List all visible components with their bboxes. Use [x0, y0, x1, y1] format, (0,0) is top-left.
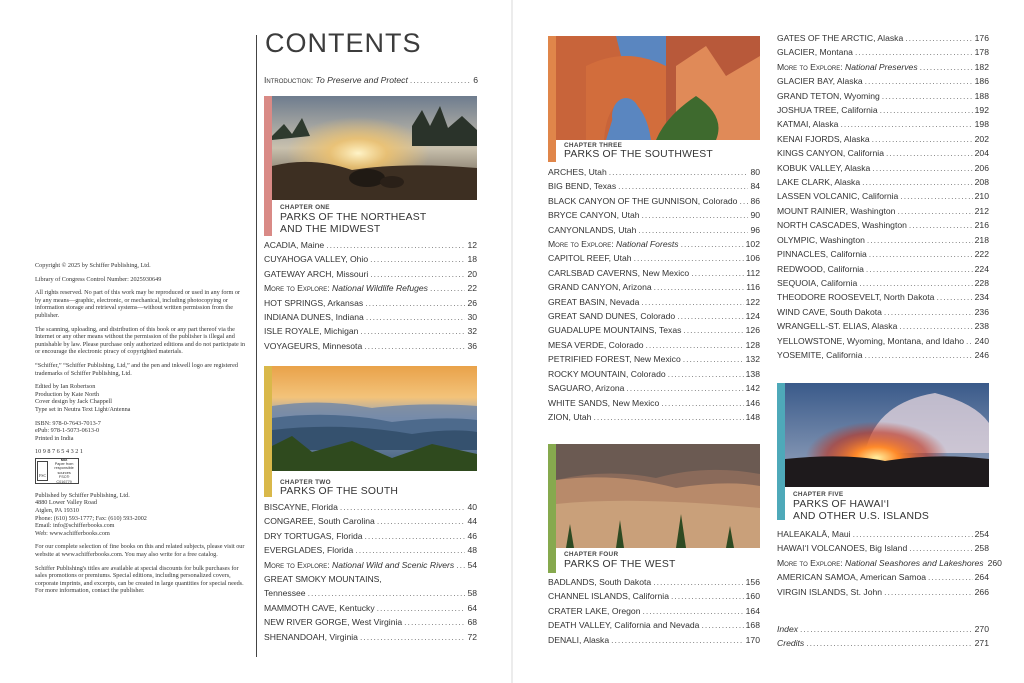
page-number: 204 [974, 148, 989, 159]
page-number: 46 [467, 530, 477, 541]
page-number: 80 [750, 167, 760, 177]
chapter-two-header [264, 366, 477, 497]
page-number: 30 [467, 312, 477, 323]
chapter-label: CHAPTER FOUR [564, 551, 619, 558]
chapter-three-header [548, 36, 760, 162]
page-number: 84 [750, 181, 760, 192]
chapter-two-entries [264, 500, 477, 644]
page-number: 68 [467, 617, 477, 628]
toc-entry[interactable]: ACADIA, Maine ..... 12 [264, 238, 477, 252]
toc-entry[interactable]: HALEAKALĀ, Maui ..... 254 [777, 527, 989, 541]
chapter-two-photo [272, 366, 477, 471]
page-number: 208 [974, 177, 989, 188]
page-number: 22 [467, 283, 477, 294]
toc-entry[interactable]: ZION, Utah ..... 148 [548, 410, 760, 424]
toc-entry[interactable]: GATES OF THE ARCTIC, Alaska ..... 176 [777, 31, 989, 45]
chapter-label: CHAPTER TWO [280, 479, 331, 486]
page-number: 198 [974, 119, 989, 130]
toc-entry[interactable]: GATEWAY ARCH, Missouri ..... 20 [264, 267, 477, 281]
page-number: 116 [746, 282, 760, 293]
copyright-page [35, 262, 247, 601]
rights-reserved: All rights reserved. No part of this work may be reproduced or used in any form or by any means—graphic, electronic, or mechanical, including photocopying or information storage and retrieval systems—without written permission from the publisher. [35, 289, 240, 319]
toc-entry[interactable]: GREAT SMOKY MOUNTAINS, [264, 574, 382, 585]
toc-entry[interactable]: ISLE ROYALE, Michigan ..... 32 [264, 324, 477, 338]
toc-entry[interactable]: BRYCE CANYON, Utah ..... 90 [548, 208, 760, 222]
toc-entry[interactable]: LAKE CLARK, Alaska ..... 208 [777, 175, 989, 189]
page-title: CONTENTS [265, 28, 422, 58]
toc-entry[interactable]: GRAND CANYON, Arizona ..... 116 [548, 280, 760, 294]
page-number: 106 [745, 253, 760, 264]
toc-entry[interactable]: GLACIER BAY, Alaska ..... 186 [777, 74, 989, 88]
book-spine [511, 0, 513, 683]
page-number: 58 [467, 588, 477, 599]
isbn-block: ISBN: 978-0-7643-7013-7 ePub: 978-1-5073-0613-0 Printed in India [35, 419, 101, 442]
toc-intro-entry[interactable]: Introduction: To Preserve and Protect ..... 6 [264, 73, 478, 87]
page-number: 236 [974, 306, 989, 317]
chapter-title: PARKS OF THE SOUTH [280, 486, 399, 497]
column-divider [256, 35, 257, 657]
toc-entry[interactable]: CHANNEL ISLANDS, California ..... 160 [548, 589, 760, 603]
toc-entry[interactable]: YOSEMITE, California ..... 246 [777, 348, 989, 362]
page-number: 254 [974, 529, 989, 539]
chapter-color-bar [548, 36, 556, 162]
toc-entry[interactable]: JOSHUA TREE, California ..... 192 [777, 103, 989, 117]
chapter-four-entries [548, 575, 760, 647]
page-number: 102 [745, 239, 760, 250]
page-number: 12 [467, 240, 477, 250]
toc-entry[interactable]: AMERICAN SAMOA, American Samoa ..... 264 [777, 570, 989, 584]
toc-entry[interactable]: KATMAI, Alaska ..... 198 [777, 117, 989, 131]
toc-entry[interactable]: NEW RIVER GORGE, West Virginia ..... 68 [264, 615, 477, 629]
toc-entry[interactable]: MOUNT RAINIER, Washington ..... 212 [777, 204, 989, 218]
chapter-title: PARKS OF THE NORTHEAST AND THE MIDWEST [280, 212, 427, 235]
page-number: 234 [974, 292, 989, 303]
page-number: 266 [974, 586, 989, 597]
page-number: 112 [746, 267, 760, 278]
page-number: 122 [745, 296, 760, 307]
toc-entry[interactable]: VOYAGEURS, Minnesota ..... 36 [264, 339, 477, 353]
toc-entry[interactable]: MAMMOTH CAVE, Kentucky ..... 64 [264, 601, 477, 615]
page-number: 206 [974, 162, 989, 173]
toc-entry[interactable]: WHITE SANDS, New Mexico ..... 146 [548, 396, 760, 410]
toc-entry[interactable]: DEATH VALLEY, California and Nevada ..... 168 [548, 618, 760, 632]
toc-entry[interactable]: INDIANA DUNES, Indiana ..... 30 [264, 310, 477, 324]
page-number: 240 [974, 335, 989, 346]
production-credits: Edited by Ian Robertson Production by Kate North Cover design by Jack Chappell Type set in Neutra Text Light/Antenna [35, 383, 131, 413]
toc-entry[interactable]: CUYAHOGA VALLEY, Ohio ..... 18 [264, 252, 477, 266]
toc-entry[interactable]: GREAT BASIN, Nevada ..... 122 [548, 295, 760, 309]
chapter-five-entries [777, 527, 1002, 599]
toc-entry[interactable]: OLYMPIC, Washington ..... 218 [777, 233, 989, 247]
chapter-label: CHAPTER FIVE [793, 491, 844, 498]
toc-entry[interactable]: SEQUOIA, California ..... 228 [777, 276, 989, 290]
publisher-address: Published by Schiffer Publishing, Ltd. 4880 Lower Valley Road Atglen, PA 19310 Phone: (610) 593-1777; Fax: (610) 593-2002 Email: info@schifferbooks.com Web: www.schifferbooks.com [35, 491, 147, 537]
page-number: 90 [750, 210, 760, 221]
page-number: 32 [467, 326, 477, 337]
toc-entry[interactable]: GUADALUPE MOUNTAINS, Texas ..... 126 [548, 323, 760, 337]
toc-entry[interactable]: DENALI, Alaska ..... 170 [548, 633, 760, 647]
chapter-four-photo [556, 444, 760, 548]
toc-entry[interactable]: YELLOWSTONE, Wyoming, Montana, and Idaho ..... 240 [777, 334, 989, 348]
page-number: 132 [745, 354, 760, 365]
chapter-three-photo [556, 36, 760, 140]
more-info-notice: For our complete selection of fine books on this and related subjects, please visit our website at www.schifferbooks.com. You may also write for a free catalog. [35, 543, 245, 559]
chapter-one-header [264, 96, 477, 236]
page-number: 228 [974, 277, 989, 288]
page-number: 138 [745, 368, 760, 379]
toc-more-to-explore-entry[interactable]: More to Explore: National Seashores and Lakeshores 260 [777, 556, 989, 570]
toc-entry[interactable]: KENAI FJORDS, Alaska ..... 202 [777, 132, 989, 146]
toc-entry[interactable]: GLACIER, Montana ..... 178 [777, 45, 989, 59]
page-number: 216 [974, 220, 989, 231]
toc-entry[interactable]: SHENANDOAH, Virginia ..... 72 [264, 630, 477, 644]
page-number: 168 [745, 620, 760, 631]
page-number: 192 [974, 105, 989, 116]
page-number: 44 [467, 516, 477, 527]
page-number: 210 [974, 191, 989, 202]
toc-more-to-explore-entry[interactable]: More to Explore: National Preserves ..... 182 [777, 60, 989, 74]
toc-entry[interactable]: PETRIFIED FOREST, New Mexico ..... 132 [548, 352, 760, 366]
toc-more-to-explore-entry[interactable]: More to Explore: National Forests ..... 102 [548, 237, 760, 251]
toc-entry[interactable]: CARLSBAD CAVERNS, New Mexico ..... 112 [548, 266, 760, 280]
page-number: 86 [750, 195, 760, 206]
toc-entry[interactable]: GREAT SAND DUNES, Colorado ..... 124 [548, 309, 760, 323]
toc-entry[interactable]: ROCKY MOUNTAIN, Colorado ..... 138 [548, 367, 760, 381]
toc-entry[interactable]: BISCAYNE, Florida ..... 40 [264, 500, 477, 514]
toc-entry[interactable]: Index ..... 270 [777, 622, 989, 636]
page-number: 258 [974, 543, 989, 554]
toc-entry[interactable]: PINNACLES, California ..... 222 [777, 247, 989, 261]
page-number: 170 [745, 634, 760, 645]
toc-entry[interactable]: HOT SPRINGS, Arkansas ..... 26 [264, 296, 477, 310]
chapter-one-entries [264, 238, 477, 353]
toc-entry[interactable]: BLACK CANYON OF THE GUNNISON, Colorado ..... 86 [548, 194, 760, 208]
page-number: 26 [467, 297, 477, 308]
chapter-title: PARKS OF HAWAI‘I AND OTHER U.S. ISLANDS [793, 499, 930, 522]
page-number: 224 [974, 263, 989, 274]
toc-entry[interactable]: GRAND TETON, Wyoming ..... 188 [777, 89, 989, 103]
back-matter-entries [777, 622, 989, 651]
chapter-three-entries [548, 165, 760, 424]
page-number: 202 [974, 133, 989, 144]
page-number: 238 [974, 321, 989, 332]
toc-entry[interactable]: REDWOOD, California ..... 224 [777, 262, 989, 276]
chapter-four-entries-continued [777, 31, 989, 362]
page-number: 246 [974, 349, 989, 360]
toc-entry[interactable]: NORTH CASCADES, Washington ..... 216 [777, 218, 989, 232]
chapter-five-photo [785, 383, 989, 487]
toc-entry[interactable]: WIND CAVE, South Dakota ..... 236 [777, 305, 989, 319]
toc-entry[interactable]: CONGAREE, South Carolina ..... 44 [264, 514, 477, 528]
toc-entry[interactable]: THEODORE ROOSEVELT, North Dakota ..... 234 [777, 290, 989, 304]
page-number: 222 [974, 249, 989, 260]
fsc-logo: FSC MIX Paper from responsible sources FSC® C016779 [35, 458, 247, 484]
chapter-color-bar [264, 96, 272, 236]
toc-entry[interactable]: ARCHES, Utah ..... 80 [548, 165, 760, 179]
trademark-notice: “Schiffer,” “Schiffer Publishing, Ltd,” and the pen and inkwell logo are registered trademarks of Schiffer Publishing, Ltd. [35, 361, 238, 377]
toc-entry[interactable]: BIG BEND, Texas ..... 84 [548, 179, 760, 193]
page-number: 146 [745, 397, 760, 408]
copyright-notice: Copyright © 2025 by Schiffer Publishing, Ltd. [35, 262, 151, 269]
toc-entry[interactable]: LASSEN VOLCANIC, California ..... 210 [777, 189, 989, 203]
page-number: 20 [467, 268, 477, 279]
chapter-color-bar [548, 444, 556, 573]
toc-entry[interactable]: CANYONLANDS, Utah ..... 96 [548, 223, 760, 237]
page-number: 264 [974, 572, 989, 583]
page-number: 96 [750, 224, 760, 235]
page-number: 18 [467, 254, 477, 265]
page-number: 186 [974, 76, 989, 87]
page-number: 270 [974, 624, 989, 634]
page-number: 271 [974, 638, 989, 649]
page-number: 182 [974, 61, 989, 72]
chapter-one-photo [272, 96, 477, 200]
page-number: 48 [467, 545, 477, 556]
page-number: 54 [467, 559, 477, 570]
page-number: 124 [745, 311, 760, 322]
page-number: 260 [987, 557, 1002, 568]
chapter-four-header [548, 444, 760, 573]
toc-more-to-explore-entry[interactable]: More to Explore: National Wildlife Refuges ..... 22 [264, 281, 477, 295]
page-number: 176 [974, 33, 989, 43]
page-number: 64 [467, 602, 477, 613]
page-number: 212 [974, 205, 989, 216]
fsc-tree-icon: FSC [37, 461, 48, 481]
page-number: 142 [745, 383, 760, 394]
page-number: 72 [467, 631, 477, 642]
page-number: 188 [974, 90, 989, 101]
toc-entry[interactable]: DRY TORTUGAS, Florida ..... 46 [264, 529, 477, 543]
page-number: 148 [745, 411, 760, 422]
chapter-five-header [777, 383, 989, 520]
page-number: 164 [745, 605, 760, 616]
toc-more-to-explore-entry[interactable]: More to Explore: National Wild and Scenic Rivers ..... 54 [264, 558, 477, 572]
toc-entry[interactable]: SAGUARO, Arizona ..... 142 [548, 381, 760, 395]
toc-entry[interactable]: HAWAI‘I VOLCANOES, Big Island ..... 258 [777, 541, 989, 555]
toc-entry[interactable]: KOBUK VALLEY, Alaska ..... 206 [777, 161, 989, 175]
page-number: 40 [467, 502, 477, 512]
toc-entry[interactable]: CRATER LAKE, Oregon ..... 164 [548, 604, 760, 618]
page-number: 36 [467, 340, 477, 351]
toc-entry[interactable]: EVERGLADES, Florida ..... 48 [264, 543, 477, 557]
chapter-label: CHAPTER THREE [564, 142, 623, 149]
page-number: 218 [974, 234, 989, 245]
page-number: 128 [745, 339, 760, 350]
chapter-title: PARKS OF THE WEST [564, 559, 676, 570]
print-line: 10 9 8 7 6 5 4 3 2 1 [35, 448, 83, 456]
page-number: 126 [745, 325, 760, 336]
chapter-title: PARKS OF THE SOUTHWEST [564, 149, 713, 160]
loc-control-number: Library of Congress Control Number: 2025930649 [35, 275, 162, 283]
page-number: 156 [745, 577, 760, 587]
special-sales-notice: Schiffer Publishing's titles are available at special discounts for bulk purchases for sales promotions or premiums. Special editions, including personalized covers, corporate imprints, and excerpts, can be created in large quantities for special needs. For more information, contact the publisher. [35, 564, 244, 595]
chapter-label: CHAPTER ONE [280, 204, 330, 211]
toc-entry[interactable]: MESA VERDE, Colorado ..... 128 [548, 338, 760, 352]
toc-entry[interactable]: CAPITOL REEF, Utah ..... 106 [548, 251, 760, 265]
toc-entry[interactable]: WRANGELL-ST. ELIAS, Alaska ..... 238 [777, 319, 989, 333]
piracy-notice: The scanning, uploading, and distribution of this book or any part thereof via the Internet or any other means without the permission of the publisher is illegal and punishable by law. Please purchase only authorized editions and do not participate in or encourage the electronic piracy of copyrighted materials. [35, 325, 246, 356]
toc-entry[interactable]: KINGS CANYON, California ..... 204 [777, 146, 989, 160]
page-number: 160 [745, 591, 760, 602]
toc-entry[interactable]: Credits ..... 271 [777, 636, 989, 650]
toc-entry[interactable]: VIRGIN ISLANDS, St. John ..... 266 [777, 585, 989, 599]
toc-entry[interactable]: BADLANDS, South Dakota ..... 156 [548, 575, 760, 589]
chapter-color-bar [264, 366, 272, 497]
toc-entry[interactable]: Tennessee ..... 58 [264, 586, 477, 600]
page-number: 178 [974, 47, 989, 58]
chapter-color-bar [777, 383, 785, 520]
